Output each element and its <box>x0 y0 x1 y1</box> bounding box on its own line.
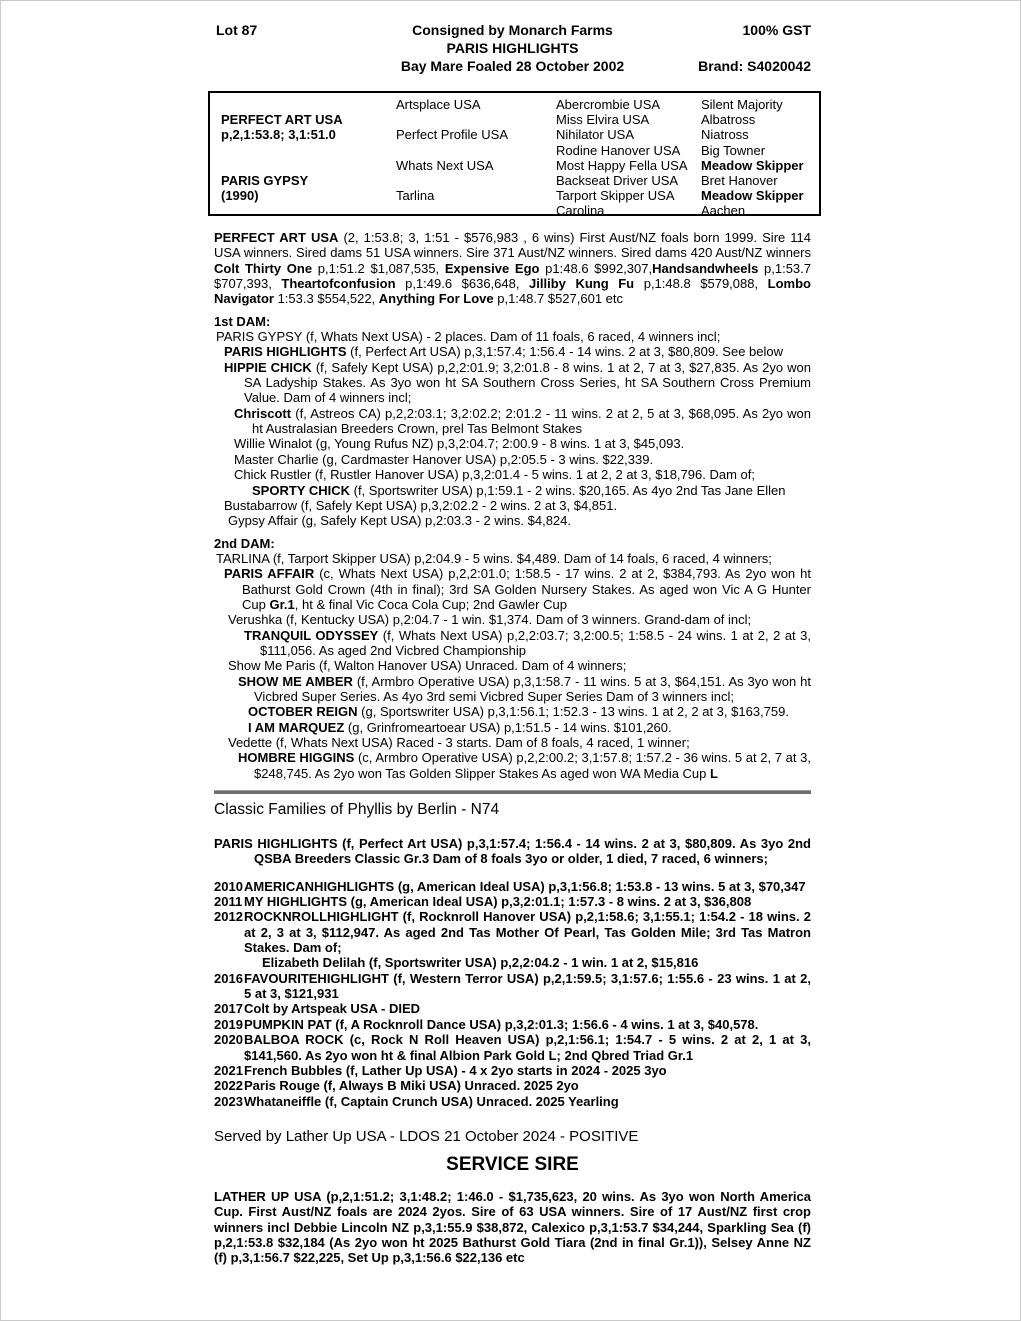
foaling-year: 2010 <box>214 878 243 894</box>
spacer <box>214 1177 811 1189</box>
dam-entry: PARIS GYPSY (f, Whats Next USA) - 2 places. Dam of 11 foals, 6 raced, 4 winners incl; <box>216 329 721 345</box>
dam-entry: Show Me Paris (f, Walton Hanover USA) Unraced. Dam of 4 winners; <box>228 658 627 674</box>
service-sire-paragraph: LATHER UP USA (p,2,1:51.2; 3,1:48.2; 1:46.0 - $1,735,623, 20 wins. As 3yo won North America Cup. First Aust/NZ foals are 2024 2yos. Sire of 63 USA winners. Sire of 17 Aust/NZ first crop winners incl Debbie Lincoln NZ p,3,1:55.9 $38,872, Calexico p,3,1:53.7 $34,244, Sparkling Sea (f) p,2,1:53.8 $32,184 (As 2yo won ht 2025 Bathurst Gold Tiara (2nd in final Gr.1)), Selsey Anne NZ (f) p,3,1:56.7 $22,225, Set Up p,3,1:56.6 $22,136 etc <box>214 1188 811 1266</box>
header-row-3 <box>214 57 811 75</box>
dam-entry: HIPPIE CHICK (f, Safely Kept USA) p,2,2:01.9; 3,2:01.8 - 8 wins. 1 at 2, 7 at 3, $27,835. As 2yo won SA Ladyship Stakes. As 3yo won ht SA Southern Cross Series, ht SA Southern Cross Premium Value. Dam of 4 winners incl; <box>224 359 811 406</box>
foaling-year: 2023 <box>214 1093 243 1109</box>
dam-record: (1990) <box>221 188 259 204</box>
dam-name: PARIS GYPSY <box>221 172 309 188</box>
brand-number: Brand: S4020042 <box>698 58 811 74</box>
gst-note: 100% GST <box>742 22 811 38</box>
progeny-entry: 2016FAVOURITEHIGHLIGHT (f, Western Terror USA) p,2,1:59.5; 3,1:57.6; 1:55.6 - 23 wins. 1 at 2, 5 at 3, $121,931 <box>214 970 811 1002</box>
foaling-year: 2016 <box>214 970 243 986</box>
dam-entry: PARIS HIGHLIGHTS (f, Perfect Art USA) p,3,1:57.4; 1:56.4 - 14 wins. 2 at 3, $80,809. See below <box>224 344 784 360</box>
progeny-entry: 2023Whataneiffle (f, Captain Crunch USA) Unraced. 2025 Yearling <box>214 1093 619 1109</box>
spacer <box>214 781 811 790</box>
progeny-entry: 2012ROCKNROLLHIGHLIGHT (f, Rocknroll Hanover USA) p,2,1:58.6; 3,1:55.1; 1:54.2 - 18 wins. 2 at 2, 3 at 3, $112,947. As aged 2nd Tas Mother Of Pearl, Tas Golden Mile; 3rd Tas Matron Stakes. Dam of; <box>214 909 811 956</box>
consignor: Consigned by Monarch Farms <box>412 22 613 38</box>
gen4-name: Silent Majority <box>701 97 783 112</box>
progeny-entry: 2022Paris Rouge (f, Always B Miki USA) Unraced. 2025 2yo <box>214 1078 579 1094</box>
gen2-name: Artsplace USA <box>396 97 481 112</box>
gen2-name: Tarlina <box>396 188 435 204</box>
sire-name: PERFECT ART USA <box>221 112 343 128</box>
dam-entry: I AM MARQUEZ (g, Grinfromeartoear USA) p,1:51.5 - 14 wins. $101,260. <box>248 719 672 735</box>
gen3-name: Most Happy Fella USA <box>556 157 688 173</box>
foaling-year: 2021 <box>214 1062 243 1078</box>
second-dam-heading: 2nd DAM: <box>214 535 275 551</box>
spacer <box>214 819 811 836</box>
spacer <box>214 867 811 879</box>
service-sire-heading: SERVICE SIRE <box>446 1153 579 1175</box>
progeny-entry: 2019PUMPKIN PAT (f, A Rocknroll Dance USA) p,3,2:01.3; 1:56.6 - 4 wins. 1 at 3, $40,578. <box>214 1016 759 1032</box>
spacer <box>214 1146 811 1153</box>
dam-entry: TARLINA (f, Tarport Skipper USA) p,2:04.9 - 5 wins. $4,489. Dam of 14 foals, 6 raced, 4 winners; <box>216 550 772 566</box>
dam-entry: SHOW ME AMBER (f, Armbro Operative USA) p,3,1:58.7 - 11 wins. 5 at 3, $64,151. As 3yo won ht Vicbred Super Series. As 4yo 3rd semi Vicbred Super Series Dam of 3 winners incl; <box>238 673 811 704</box>
foaling-year: 2022 <box>214 1078 243 1094</box>
horse-name: PARIS HIGHLIGHTS <box>446 40 579 56</box>
dam-entry: TRANQUIL ODYSSEY (f, Whats Next USA) p,2,2:03.7; 3,2:00.5; 1:58.5 - 24 wins. 1 at 2, 2 at 3, $111,056. As aged 2nd Vicbred Championship <box>244 627 812 658</box>
dam-entry: SPORTY CHICK (f, Sportswriter USA) p,1:59.1 - 2 wins. $20,165. As 4yo 2nd Tas Jane Ellen <box>252 482 786 498</box>
dam-entry: Vedette (f, Whats Next USA) Raced - 3 starts. Dam of 8 foals, 4 raced, 1 winner; <box>228 735 690 750</box>
progeny-entry: 2010AMERICANHIGHLIGHTS (g, American Ideal USA) p,3,1:56.8; 1:53.8 - 13 wins. 5 at 3, $70,347 <box>214 878 806 894</box>
pedigree-row <box>210 173 819 188</box>
pedigree-row <box>210 112 819 127</box>
foaling-year: 2019 <box>214 1016 243 1032</box>
page-header <box>214 21 811 75</box>
lot-number: Lot 87 <box>216 22 258 38</box>
spacer <box>214 1109 811 1127</box>
gen4-name: Niatross <box>701 127 749 143</box>
dam-entry: Willie Winalot (g, Young Rufus NZ) p,3,2:04.7; 2:00.9 - 8 wins. 1 at 3, $45,093. <box>234 436 685 452</box>
progeny-entry: 2011 MY HIGHLIGHTS (g, American Ideal USA) p,3,2:01.1; 1:57.3 - 8 wins. 2 at 3, $36,808 <box>214 894 752 910</box>
progeny-sub-entry: Elizabeth Delilah (f, Sportswriter USA) p,2,2:04.2 - 1 win. 1 at 2, $15,816 <box>262 955 699 971</box>
pedigree-row <box>210 97 819 112</box>
body-content <box>214 230 811 1266</box>
header-row-2 <box>214 39 811 57</box>
dam-entry: Verushka (f, Kentucky USA) p,2:04.7 - 1 win. $1,374. Dam of 3 winners. Grand-dam of incl; <box>228 612 752 628</box>
spacer <box>214 529 811 536</box>
gen2-name: Whats Next USA <box>396 157 494 173</box>
gen3-name: Miss Elvira USA <box>556 112 650 128</box>
gen3-name: Abercrombie USA <box>556 97 661 112</box>
foaling-year: 2017 <box>214 1001 243 1017</box>
pedigree-row <box>210 143 819 158</box>
subject-mare-paragraph: PARIS HIGHLIGHTS (f, Perfect Art USA) p,3,1:57.4; 1:56.4 - 14 wins. 2 at 3, $80,809. As 3yo 2nd QSBA Breeders Classic Gr.3 Dam of 8 foals 3yo or older, 1 died, 7 raced, 6 winners; <box>214 836 811 867</box>
sire-record: p,2,1:53.8; 3,1:51.0 <box>221 127 336 143</box>
dam-entry: Gypsy Affair (g, Safely Kept USA) p,2:03.3 - 2 wins. $4,824. <box>228 513 571 529</box>
gen2-name: Perfect Profile USA <box>396 127 508 143</box>
gen4-name: Meadow Skipper <box>701 188 804 204</box>
first-dam-heading: 1st DAM: <box>214 313 271 329</box>
gen4-name: Bret Hanover <box>701 172 778 188</box>
foaling-year: 2011 <box>214 894 243 910</box>
foaling-year: 2020 <box>214 1032 243 1048</box>
gen3-name: Rodine Hanover USA <box>556 142 681 158</box>
dam-entry: Master Charlie (g, Cardmaster Hanover USA) p,2:05.5 - 3 wins. $22,339. <box>234 451 654 467</box>
dam-entry: PARIS AFFAIR (c, Whats Next USA) p,2,2:01.0; 1:58.5 - 17 wins. 2 at 2, $384,793. As 2yo won ht Bathurst Gold Crown (4th in final); 3rd SA Golden Nursery Stakes. As aged won Vic A G Hunter Cup Gr.1, ht & final Vic Coca Cola Cup; 2nd Gawler Cup <box>224 566 811 612</box>
pedigree-row <box>210 158 819 173</box>
progeny-entry: 2017Colt by Artspeak USA - DIED <box>214 1001 421 1017</box>
sire-paragraph: PERFECT ART USA (2, 1:53.8; 3, 1:51 - $576,983 , 6 wins) First Aust/NZ foals born 1999. Sire 114 USA winners. Sired dams 51 USA winners. Sire 371 Aust/NZ winners. Sired dams 420 Aust/NZ winners Colt Thirty One p,1:51.2 $1,087,535, Expensive Ego p1:48.6 $992,307,Handsandwheels p,1:53.7 $707,393, Theartofconfusion p,1:49.6 $636,648, Jilliby Kung Fu p,1:48.8 $579,088, Lombo Navigator 1:53.3 $554,522, Anything For Love p,1:48.7 $527,601 etc <box>214 230 812 307</box>
gen3-name: Tarport Skipper USA <box>556 188 675 204</box>
gen4-name: Albatross <box>701 112 756 128</box>
gen4-name: Big Towner <box>701 142 766 158</box>
dam-entry: OCTOBER REIGN (g, Sportswriter USA) p,3,1:56.1; 1:52.3 - 13 wins. 1 at 2, 2 at 3, $163,759. <box>248 704 789 720</box>
classic-families-heading: Classic Families of Phyllis by Berlin - N74 <box>214 801 500 819</box>
dam-entry: HOMBRE HIGGINS (c, Armbro Operative USA) p,2,2:00.2; 3,1:57.8; 1:57.2 - 36 wins. 5 at 2, 7 at 3, $248,745. As 2yo won Tas Golden Slipper Stakes As aged won WA Media Cup L <box>238 750 811 781</box>
foaling-details: Bay Mare Foaled 28 October 2002 <box>400 58 625 74</box>
gen3-name: Nihilator USA <box>556 127 635 143</box>
header-row-1 <box>214 21 811 39</box>
progeny-entry: 2020BALBOA ROCK (c, Rock N Roll Heaven USA) p,2,1:56.1; 1:54.7 - 5 wins. 2 at 2, 1 at 3, $141,560. As 2yo won ht & final Albion Park Gold L; 2nd Qbred Triad Gr.1 <box>214 1032 811 1063</box>
served-by-line: Served by Lather Up USA - LDOS 21 October 2024 - POSITIVE <box>214 1127 639 1145</box>
dam-entry: Bustabarrow (f, Safely Kept USA) p,3,2:02.2 - 2 wins. 2 at 3, $4,851. <box>224 497 618 513</box>
dam-entry: Chriscott (f, Astreos CA) p,2,2:03.1; 3,2:02.2; 2:01.2 - 11 wins. 2 at 2, 5 at 3, $68,095. As 2yo won ht Australasian Breeders Crown, prel Tas Belmont Stakes <box>234 405 811 437</box>
pedigree-table <box>208 91 821 219</box>
dam-entry: Chick Rustler (f, Rustler Hanover USA) p,3,2:01.4 - 5 wins. 1 at 2, 2 at 3, $18,796. Dam of; <box>234 467 755 483</box>
gen4-name: Meadow Skipper <box>701 157 804 173</box>
pedigree-row <box>210 127 819 142</box>
foaling-year: 2012 <box>214 909 243 925</box>
gen3-name: Carolina <box>556 203 605 219</box>
progeny-entry: 2021French Bubbles (f, Lather Up USA) - 4 x 2yo starts in 2024 - 2025 3yo <box>214 1062 667 1078</box>
spacer <box>214 307 811 314</box>
gen4-name: Aachen <box>701 203 746 219</box>
pedigree-row <box>210 188 819 203</box>
gen3-name: Backseat Driver USA <box>556 172 679 188</box>
pedigree-row <box>210 203 819 218</box>
